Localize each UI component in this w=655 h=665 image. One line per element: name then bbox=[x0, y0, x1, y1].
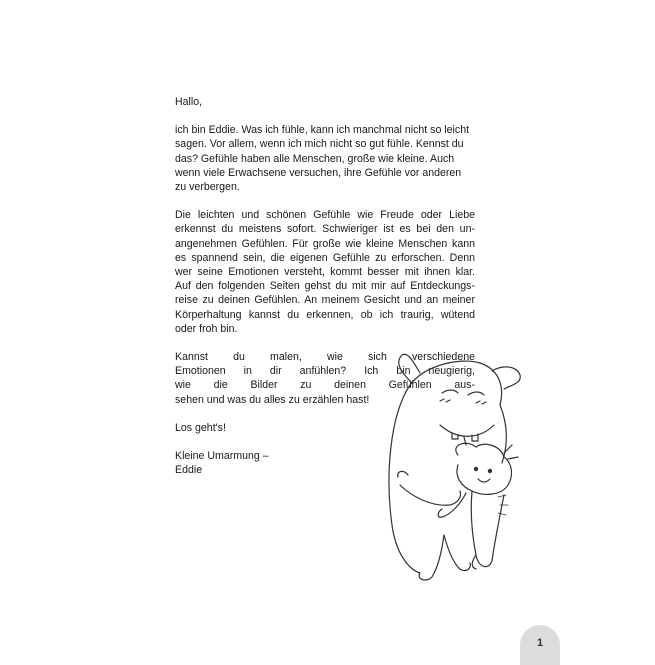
text-line: angenehmen Gefühlen. Für große wie kleine Menschen kann bbox=[175, 237, 475, 250]
text-line: es spannend sein, die eigenen Gefühle zu erforschen. Denn bbox=[175, 251, 475, 264]
text-line: erkennst du meistens sofort. Schwieriger ist es bei den un- bbox=[175, 223, 475, 236]
signoff-line: Kleine Umarmung – bbox=[175, 450, 269, 463]
page-number: 1 bbox=[536, 637, 544, 649]
text-line: wenn viele Erwachsene versuchen, ihre Gefühle vor anderen bbox=[175, 166, 462, 179]
signoff-name: Eddie bbox=[175, 464, 203, 477]
text-line: ich bin Eddie. Was ich fühle, kann ich manchmal nicht so leicht bbox=[175, 124, 470, 137]
text-line: Emotionen in dir anfühlen? Ich bin neugierig, bbox=[175, 365, 475, 378]
text-line: zu verbergen. bbox=[175, 181, 240, 194]
text-line: Körperhaltung kannst du erkennen, ob ich traurig, wütend bbox=[175, 308, 475, 321]
text-line: wer seine Emotionen versteht, kommt besser mit ihnen klar. bbox=[175, 266, 475, 279]
text-line: das? Gefühle haben alle Menschen, große wie kleine. Auch bbox=[175, 152, 455, 165]
letter-closing: Los geht's! bbox=[175, 421, 226, 434]
text-line: sehen und was du alles zu erzählen hast! bbox=[175, 393, 370, 406]
text-line: oder froh bin. bbox=[175, 322, 238, 335]
text-line: Kannst du malen, wie sich verschiedene bbox=[175, 351, 475, 364]
letter-paragraph-1 bbox=[175, 123, 475, 194]
text-line: wie die Bilder zu deinen Gefühlen aus- bbox=[175, 379, 475, 392]
text-line: Auf den folgenden Seiten gehst du mit mir auf Entdeckungs- bbox=[175, 280, 475, 293]
text-line: reise zu deinen Gefühlen. An meinem Gesicht und an meiner bbox=[175, 294, 475, 307]
page-number-tab bbox=[520, 625, 560, 665]
letter-paragraph-2 bbox=[175, 208, 475, 336]
letter-greeting: Hallo, bbox=[175, 96, 203, 108]
text-line: sagen. Vor allem, wenn ich mich nicht so gut fühle. Kennst du bbox=[175, 138, 464, 151]
monster-hug-illustration bbox=[380, 345, 540, 585]
text-line: Die leichten und schönen Gefühle wie Freude oder Liebe bbox=[175, 209, 475, 222]
